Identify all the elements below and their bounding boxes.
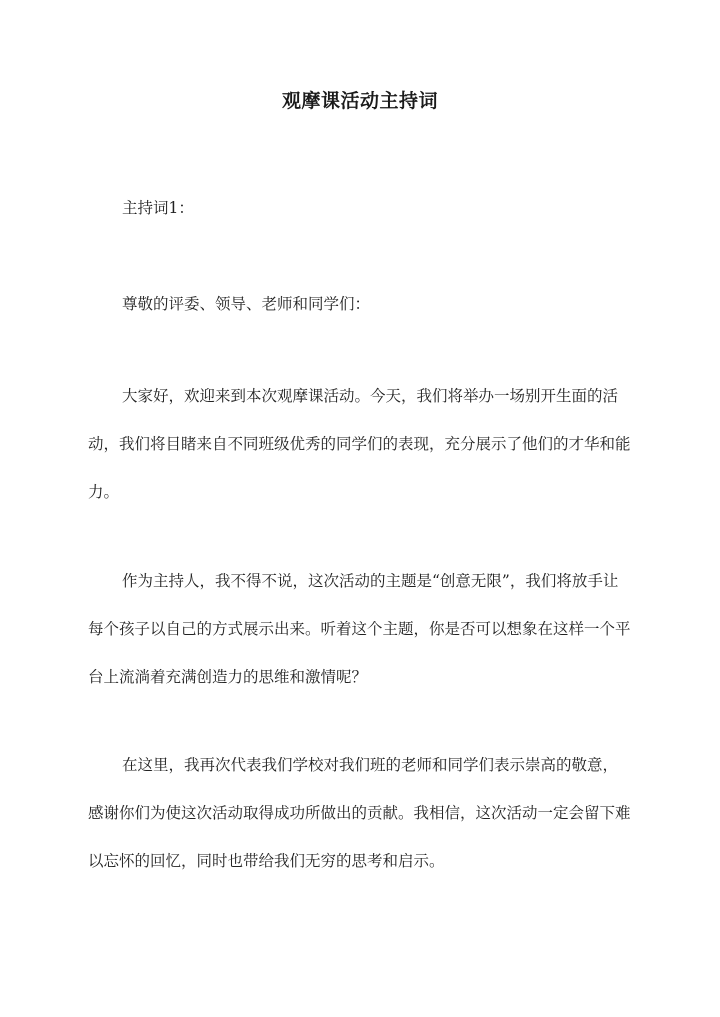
paragraph-host-label: 主持词1：	[122, 199, 194, 217]
document-title: 观摩课活动主持词	[281, 90, 438, 112]
paragraph-theme: 作为主持人，我不得不说，这次活动的主题是“创意无限”，我们将放手让每个孩子以自己的方式展示出来。听着这个主题，你是否可以想象在这样一个平台上流淌着充满创造力的思维和激情呢？	[88, 572, 631, 686]
paragraph-thanks: 在这里，我再次代表我们学校对我们班的老师和同学们表示崇高的敬意，感谢你们为使这次活动取得成功所做出的贡献。我相信，这次活动一定会留下难以忘怀的回忆，同时也带给我们无穷的思考和启示。	[88, 756, 631, 870]
paragraph-welcome: 大家好，欢迎来到本次观摩课活动。今天，我们将举办一场别开生面的活动，我们将目睹来自不同班级优秀的同学们的表现，充分展示了他们的才华和能力。	[88, 387, 631, 501]
paragraph-greeting: 尊敬的评委、领导、老师和同学们：	[122, 295, 371, 313]
